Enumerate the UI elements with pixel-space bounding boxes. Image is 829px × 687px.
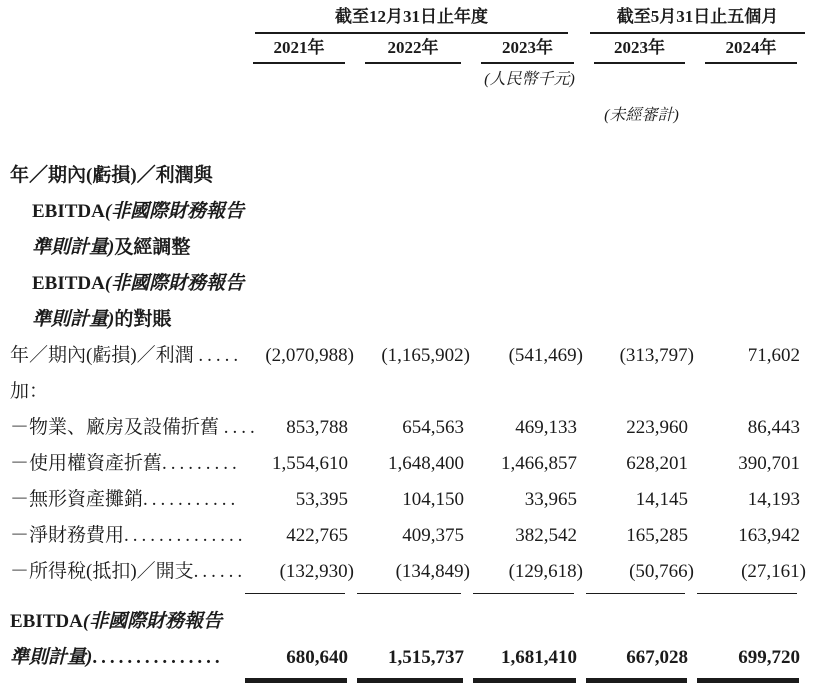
value-cell: 71,602: [747, 345, 800, 366]
column-group-annual-label: 截至12月31日止年度: [255, 6, 568, 34]
year-column-2022: 2022年: [357, 36, 473, 64]
row-label: 加：: [10, 381, 49, 402]
value-cell: 223,960: [626, 417, 688, 438]
total-value-cell: 1,681,410: [501, 647, 577, 668]
table-row-ppe-depreciation: [0, 410, 829, 446]
table-row-net-finance-costs: [0, 518, 829, 554]
value-cell: 14,145: [635, 489, 688, 510]
subtotal-rule-row: [0, 590, 829, 600]
grand-total-rule: [697, 678, 809, 683]
table-row-rou-depreciation: [0, 446, 829, 482]
value-cell: 165,285: [626, 525, 688, 546]
rule-spacer: [0, 590, 245, 600]
value-cell: 628,201: [626, 453, 688, 474]
section-title-line-5: 準則計量)的對賬: [32, 309, 172, 330]
unaudited-note-row: [0, 92, 829, 128]
subtotal-rule: [473, 590, 586, 600]
value-cell: 1,466,857: [501, 453, 577, 474]
subtotal-rule: [586, 590, 697, 600]
table-row-profit-loss: [0, 338, 829, 374]
year-column-2024-interim: 2024年: [697, 36, 809, 64]
grand-total-rule: [586, 678, 697, 683]
section-title: [0, 158, 829, 338]
value-cell: 104,150: [402, 489, 464, 510]
total-label-line-1: EBITDA(非國際財務報告: [10, 611, 223, 632]
value-cell: 53,395: [295, 489, 348, 510]
value-cell: 654,563: [402, 417, 464, 438]
subtotal-rule: [697, 590, 809, 600]
year-column-2021: 2021年: [245, 36, 357, 64]
total-value-cell: 667,028: [626, 647, 688, 668]
unaudited-note: (未經審計): [604, 107, 679, 124]
table-row-intangible-amortisation: [0, 482, 829, 518]
value-cell: 469,133: [515, 417, 577, 438]
subtotal-rule: [357, 590, 473, 600]
table-row-income-tax: [0, 554, 829, 590]
total-value-cell: 680,640: [286, 647, 348, 668]
column-group-annual: [245, 6, 586, 34]
value-cell: (129,618): [508, 561, 583, 582]
section-title-line-2: EBITDA(非國際財務報告: [32, 201, 245, 222]
value-cell: 33,965: [524, 489, 577, 510]
value-cell: (313,797): [619, 345, 694, 366]
year-column-2023-interim: 2023年: [586, 36, 697, 64]
year-column-2023: 2023年: [473, 36, 586, 64]
value-cell: 390,701: [738, 453, 800, 474]
value-cell: 86,443: [747, 417, 800, 438]
currency-note-row: [0, 64, 829, 92]
total-row: [0, 640, 829, 676]
row-label: －物業、廠房及設備折舊 ....: [10, 417, 259, 438]
rule-spacer: [0, 678, 245, 683]
value-cell: (50,766): [629, 561, 694, 582]
value-cell: 422,765: [286, 525, 348, 546]
grand-total-rule: [473, 678, 586, 683]
grand-total-rule-row: [0, 678, 829, 683]
section-title-line-4: EBITDA(非國際財務報告: [32, 273, 245, 294]
value-cell: (134,849): [395, 561, 470, 582]
total-label-line-2: 準則計量)...............: [10, 647, 224, 668]
value-cell: 853,788: [286, 417, 348, 438]
table-row-add: [0, 374, 829, 410]
section-title-line-1: 年／期內(虧損)／利潤與: [10, 165, 213, 186]
row-label: －淨財務費用..............: [10, 525, 247, 546]
spacer: [0, 128, 829, 158]
row-label: －使用權資產折舊.........: [10, 453, 241, 474]
total-value-cell: 1,515,737: [388, 647, 464, 668]
currency-note: (人民幣千元): [484, 71, 575, 88]
subtotal-rule: [245, 590, 357, 600]
row-label: 年／期內(虧損)／利潤 .....: [10, 345, 243, 366]
value-cell: 1,554,610: [272, 453, 348, 474]
value-cell: (1,165,902): [381, 345, 470, 366]
total-value-cell: 699,720: [738, 647, 800, 668]
value-cell: 14,193: [747, 489, 800, 510]
row-label: －所得稅(抵扣)／開支......: [10, 561, 247, 582]
value-cell: (132,930): [279, 561, 354, 582]
section-title-line-3: 準則計量)及經調整: [32, 237, 191, 258]
value-cell: 163,942: [738, 525, 800, 546]
row-label: －無形資產攤銷...........: [10, 489, 240, 510]
total-row-label-line-1: [0, 604, 829, 640]
table-header-groups: [0, 6, 829, 34]
value-cell: (541,469): [508, 345, 583, 366]
value-cell: (27,161): [741, 561, 806, 582]
column-group-five-months-label: 截至5月31日止五個月: [590, 6, 805, 34]
value-cell: (2,070,988): [265, 345, 354, 366]
column-group-five-months: [586, 6, 809, 34]
grand-total-rule: [245, 678, 357, 683]
value-cell: 382,542: [515, 525, 577, 546]
table-header-years: [0, 36, 829, 64]
header-spacer: [0, 36, 245, 64]
value-cell: 1,648,400: [388, 453, 464, 474]
grand-total-rule: [357, 678, 473, 683]
value-cell: 409,375: [402, 525, 464, 546]
